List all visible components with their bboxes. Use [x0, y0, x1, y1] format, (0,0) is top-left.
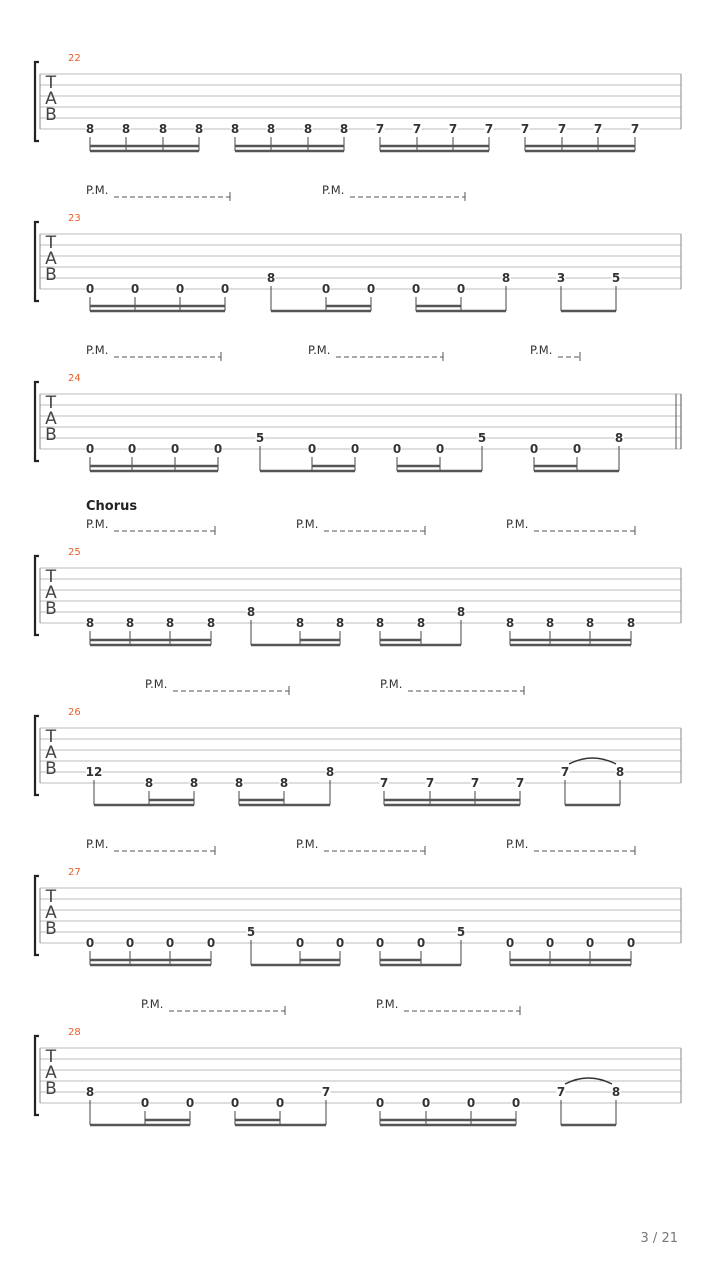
tab-clef-letter: B: [45, 425, 57, 445]
fret-number: 0: [411, 282, 421, 296]
fret-number: 5: [456, 925, 466, 939]
system-bracket: [35, 556, 39, 635]
palm-mute-label: P.M.: [380, 677, 403, 691]
staff-system: [35, 183, 681, 311]
fret-number: 0: [85, 936, 95, 950]
tab-clef-letter: A: [45, 1063, 57, 1083]
staff-system: [35, 677, 681, 805]
fret-number: 5: [477, 431, 487, 445]
fret-number: 0: [130, 282, 140, 296]
fret-number: 8: [165, 616, 175, 630]
fret-number: 0: [307, 442, 317, 456]
fret-number: 8: [585, 616, 595, 630]
palm-mute-label: P.M.: [530, 343, 553, 357]
system-bracket: [35, 1036, 39, 1115]
tab-clef-letter: T: [45, 393, 57, 413]
fret-number: 8: [416, 616, 426, 630]
fret-number: 8: [194, 122, 204, 136]
fret-number: 0: [321, 282, 331, 296]
fret-number: 0: [572, 442, 582, 456]
measure-number: 26: [68, 707, 81, 718]
palm-mute-label: P.M.: [506, 517, 529, 531]
fret-number: 3: [556, 271, 566, 285]
fret-number: 0: [416, 936, 426, 950]
fret-number: 0: [127, 442, 137, 456]
palm-mute-label: P.M.: [506, 837, 529, 851]
fret-number: 0: [466, 1096, 476, 1110]
fret-number: 7: [470, 776, 480, 790]
fret-number: 0: [585, 936, 595, 950]
palm-mute-label: P.M.: [86, 343, 109, 357]
fret-number: 0: [275, 1096, 285, 1110]
fret-number: 7: [425, 776, 435, 790]
section-label: Chorus: [86, 499, 138, 514]
tab-clef-letter: A: [45, 409, 57, 429]
system-bracket: [35, 876, 39, 955]
fret-number: 0: [421, 1096, 431, 1110]
fret-number: 0: [185, 1096, 195, 1110]
measure-number: 24: [68, 373, 81, 384]
palm-mute-label: P.M.: [296, 837, 319, 851]
measure-number: 23: [68, 213, 81, 224]
page-number: 3 / 21: [640, 1231, 678, 1246]
staff-system: [35, 837, 681, 965]
fret-number: 0: [511, 1096, 521, 1110]
fret-number: 8: [266, 271, 276, 285]
measure-number: 27: [68, 867, 81, 878]
fret-number: 0: [85, 282, 95, 296]
fret-number: 7: [520, 122, 530, 136]
palm-mute-label: P.M.: [322, 183, 345, 197]
tab-clef-letter: T: [45, 887, 57, 907]
fret-number: 7: [556, 1085, 566, 1099]
fret-number: 5: [255, 431, 265, 445]
fret-number: 8: [375, 616, 385, 630]
tab-clef-letter: A: [45, 583, 57, 603]
fret-number: 7: [560, 765, 570, 779]
fret-number: 0: [545, 936, 555, 950]
fret-number: 0: [125, 936, 135, 950]
fret-number: 0: [335, 936, 345, 950]
staff-system: [35, 53, 681, 151]
measure-number: 25: [68, 547, 81, 558]
tab-clef-letter: A: [45, 743, 57, 763]
fret-number: 7: [448, 122, 458, 136]
tab-clef-letter: B: [45, 105, 57, 125]
fret-number: 0: [350, 442, 360, 456]
tab-clef-letter: B: [45, 919, 57, 939]
tab-clef-letter: B: [45, 265, 57, 285]
fret-number: 8: [545, 616, 555, 630]
palm-mute-label: P.M.: [296, 517, 319, 531]
fret-number: 8: [85, 1085, 95, 1099]
tab-clef-letter: T: [45, 727, 57, 747]
palm-mute-label: P.M.: [86, 183, 109, 197]
fret-number: 0: [456, 282, 466, 296]
fret-number: 8: [85, 616, 95, 630]
fret-number: 5: [246, 925, 256, 939]
tab-clef-letter: B: [45, 1079, 57, 1099]
fret-number: 7: [515, 776, 525, 790]
fret-number: 0: [392, 442, 402, 456]
tab-clef-letter: T: [45, 1047, 57, 1067]
fret-number: 8: [266, 122, 276, 136]
fret-number: 12: [85, 765, 103, 779]
fret-number: 8: [279, 776, 289, 790]
system-bracket: [35, 222, 39, 301]
staff-system: [35, 499, 681, 645]
fret-number: 8: [189, 776, 199, 790]
palm-mute-label: P.M.: [376, 997, 399, 1011]
fret-number: 8: [615, 765, 625, 779]
fret-number: 8: [234, 776, 244, 790]
palm-mute-label: P.M.: [86, 837, 109, 851]
fret-number: 0: [505, 936, 515, 950]
fret-number: 0: [220, 282, 230, 296]
tab-clef-letter: T: [45, 567, 57, 587]
tab-clef-letter: T: [45, 233, 57, 253]
fret-number: 8: [614, 431, 624, 445]
fret-number: 8: [158, 122, 168, 136]
fret-number: 7: [379, 776, 389, 790]
fret-number: 7: [593, 122, 603, 136]
fret-number: 0: [626, 936, 636, 950]
fret-number: 7: [630, 122, 640, 136]
fret-number: 8: [206, 616, 216, 630]
fret-number: 8: [611, 1085, 621, 1099]
system-bracket: [35, 382, 39, 461]
palm-mute-label: P.M.: [141, 997, 164, 1011]
measure-number: 28: [68, 1027, 81, 1038]
fret-number: 0: [230, 1096, 240, 1110]
fret-number: 5: [611, 271, 621, 285]
fret-number: 0: [175, 282, 185, 296]
fret-number: 0: [206, 936, 216, 950]
palm-mute-label: P.M.: [145, 677, 168, 691]
fret-number: 8: [325, 765, 335, 779]
fret-number: 0: [435, 442, 445, 456]
fret-number: 0: [366, 282, 376, 296]
fret-number: 8: [121, 122, 131, 136]
fret-number: 0: [375, 1096, 385, 1110]
tab-clef-letter: B: [45, 759, 57, 779]
fret-number: 0: [85, 442, 95, 456]
tab-clef-letter: T: [45, 73, 57, 93]
fret-number: 8: [246, 605, 256, 619]
tab-clef-letter: A: [45, 903, 57, 923]
fret-number: 8: [125, 616, 135, 630]
fret-number: 8: [456, 605, 466, 619]
palm-mute-label: P.M.: [86, 517, 109, 531]
palm-mute-label: P.M.: [308, 343, 331, 357]
fret-number: 0: [213, 442, 223, 456]
fret-number: 7: [484, 122, 494, 136]
fret-number: 8: [85, 122, 95, 136]
fret-number: 8: [303, 122, 313, 136]
measure-number: 22: [68, 53, 81, 64]
tab-clef-letter: A: [45, 89, 57, 109]
fret-number: 7: [375, 122, 385, 136]
fret-number: 8: [501, 271, 511, 285]
fret-number: 8: [505, 616, 515, 630]
tab-clef-letter: A: [45, 249, 57, 269]
fret-number: 0: [170, 442, 180, 456]
fret-number: 0: [295, 936, 305, 950]
staff-system: [35, 997, 681, 1125]
system-bracket: [35, 62, 39, 141]
tab-clef-letter: B: [45, 599, 57, 619]
fret-number: 8: [339, 122, 349, 136]
fret-number: 7: [412, 122, 422, 136]
fret-number: 7: [557, 122, 567, 136]
fret-number: 7: [321, 1085, 331, 1099]
fret-number: 8: [144, 776, 154, 790]
fret-number: 0: [529, 442, 539, 456]
fret-number: 0: [165, 936, 175, 950]
system-bracket: [35, 716, 39, 795]
fret-number: 0: [375, 936, 385, 950]
fret-number: 8: [626, 616, 636, 630]
fret-number: 8: [230, 122, 240, 136]
staff-system: [35, 343, 681, 471]
fret-number: 8: [335, 616, 345, 630]
fret-number: 8: [295, 616, 305, 630]
fret-number: 0: [140, 1096, 150, 1110]
